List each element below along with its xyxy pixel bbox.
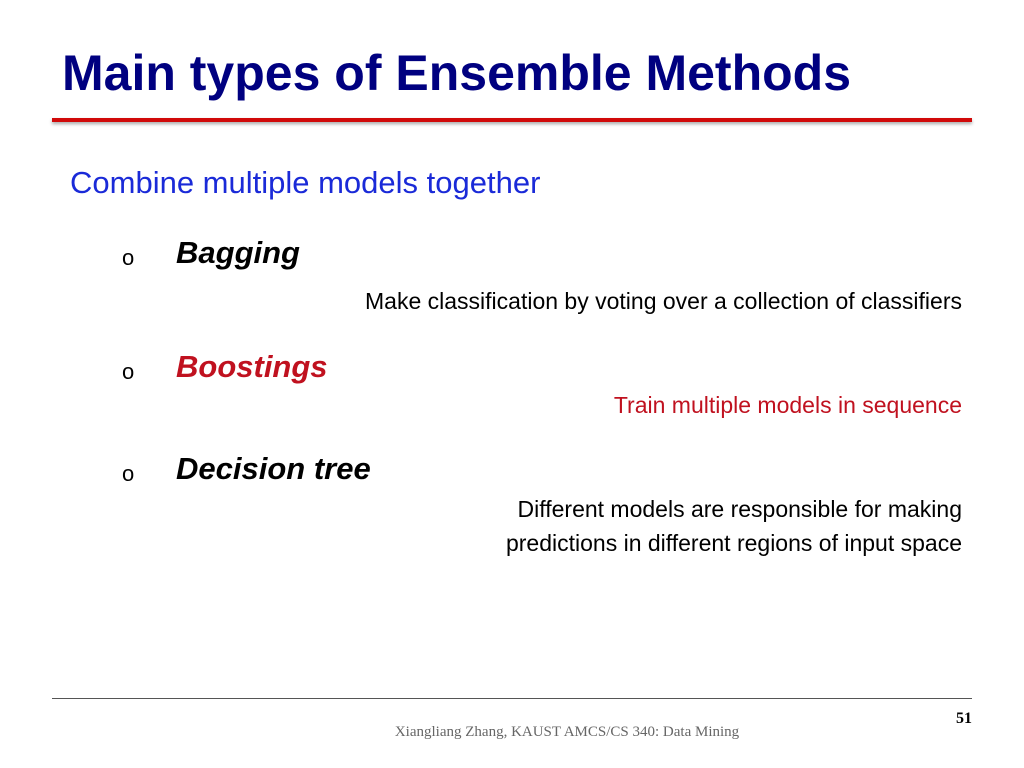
- footer-divider: [52, 698, 972, 699]
- item-desc-boostings: [614, 388, 962, 422]
- item-desc-line: Train multiple models in sequence: [613, 392, 962, 418]
- item-title-boostings: Boostings: [176, 349, 328, 384]
- item-desc-line: Different models are responsible for making: [517, 496, 962, 522]
- title-divider: [52, 118, 972, 122]
- page-number: 51: [956, 710, 972, 727]
- footer-credit: Xiangliang Zhang, KAUST AMCS/CS 340: Data Mining: [394, 724, 740, 740]
- item-desc-decision-tree: [506, 492, 962, 560]
- item-desc-line: Make classification by voting over a collection of classifiers: [365, 288, 962, 314]
- item-title-bagging: Bagging: [176, 235, 300, 270]
- item-desc-bagging: [365, 284, 962, 318]
- bullet-marker: o: [122, 245, 135, 270]
- bullet-marker: o: [122, 461, 135, 486]
- slide-subtitle: Combine multiple models together: [70, 165, 541, 200]
- bullet-marker: o: [122, 359, 135, 384]
- item-desc-line: predictions in different regions of input space: [505, 530, 962, 556]
- slide-title: Main types of Ensemble Methods: [62, 45, 852, 101]
- item-title-decision-tree: Decision tree: [176, 451, 371, 486]
